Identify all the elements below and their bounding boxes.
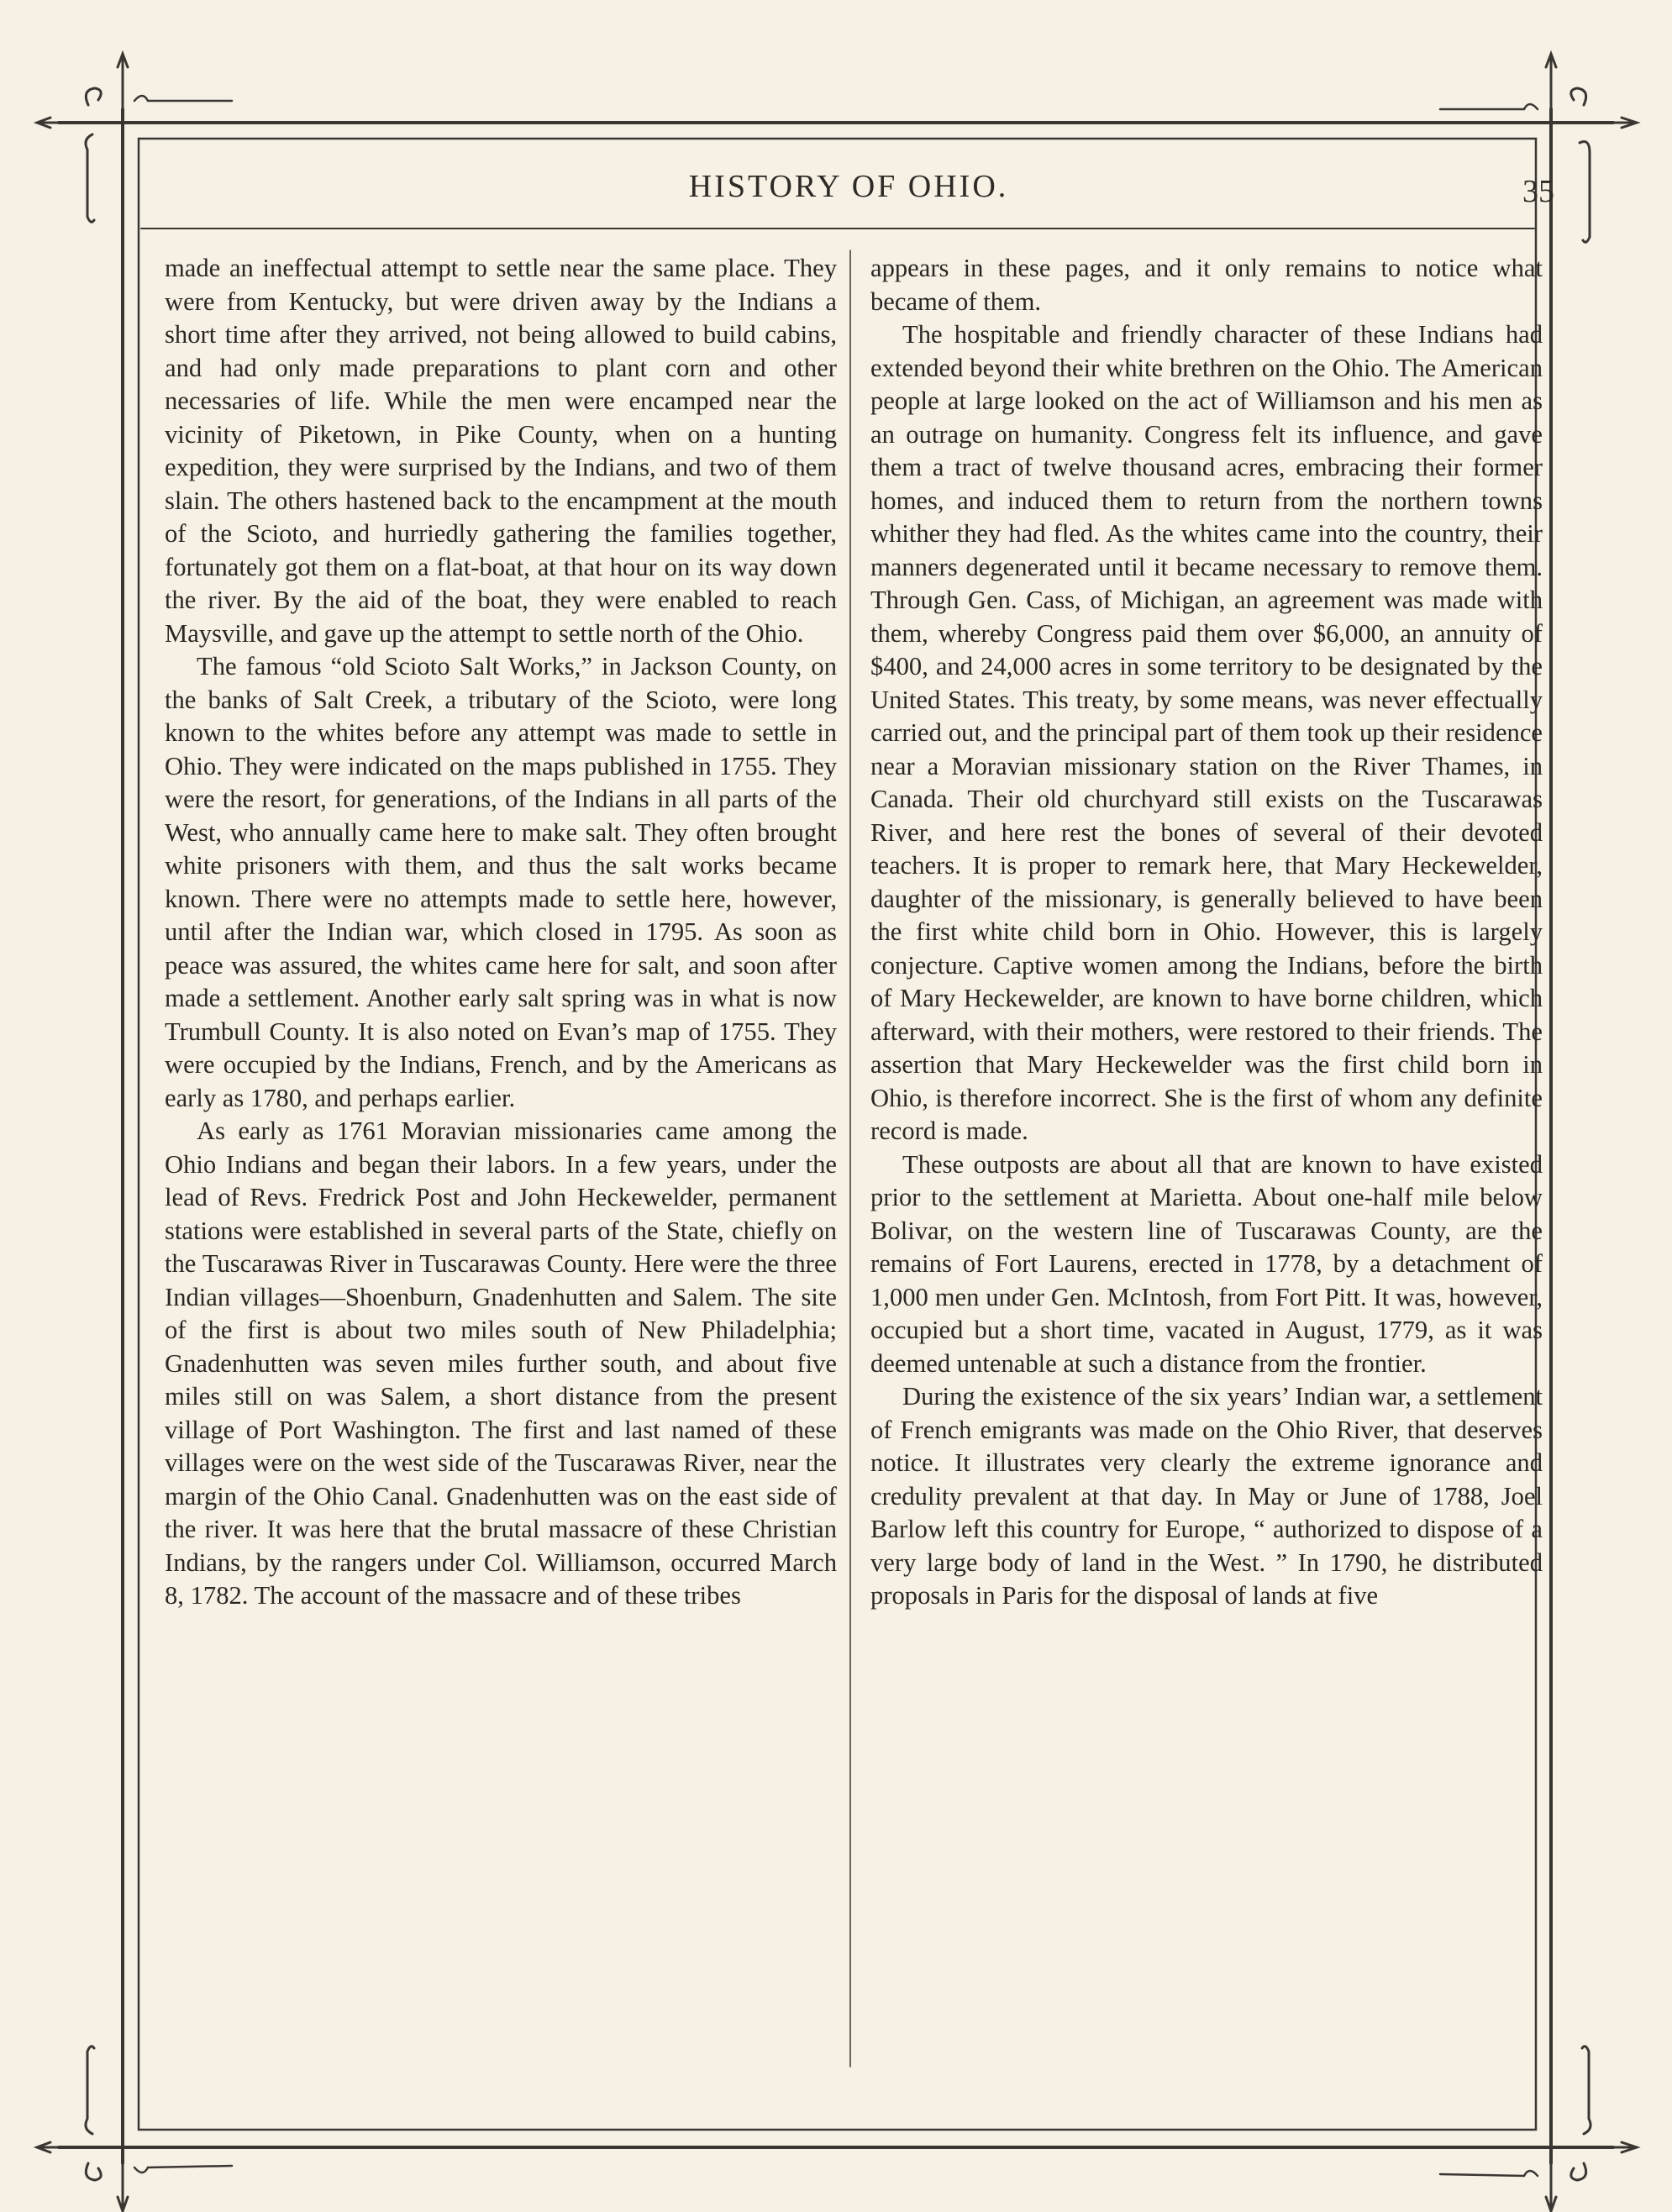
running-title: HISTORY OF OHIO.	[688, 169, 1009, 204]
running-header	[143, 168, 1554, 218]
right-text-column	[870, 252, 1543, 1613]
right-paragraph-2: The hospitable and friendly character of these Indians had extended beyond their white brethren on the Ohio. The American people at large looked on the act of Williamson and his men as an outrage on humanity. Congress felt its influence, and gave them a tract of twelve thousand acres, embracing their former homes, and induced them to return from the northern towns whither they had fled. As the whites came into the country, their manners degenerated until it became necessary to remove them. Through Gen. Cass, of Michigan, an agreement was made with them, whereby Congress paid them over $6,000, an annuity of $400, and 24,000 acres in some territory to be designated by the United States. This treaty, by some means, was never effectually carried out, and the principal part of them took up their residence near a Moravian missionary station on the River Thames, in Canada. Their old churchyard still exists on the Tuscarawas River, and here rest the bones of several of their devoted teachers. It is proper to remark here, that Mary Heckewelder, daughter of the missionary, is generally believed to have been the first white child born in Ohio. However, this is largely conjecture. Captive women among the Indians, before the birth of Mary Heckewelder, are known to have borne children, which afterward, with their mothers, were restored to their friends. The assertion that Mary Heckewelder was the first child born in Ohio, is therefore incorrect. She is the first of whom any definite record is made.	[870, 320, 1543, 1145]
left-paragraph-3: As early as 1761 Moravian missionaries came among the Ohio Indians and began their labors. In a few years, under the lead of Revs. Fredrick Post and John Heckewelder, permanent stations were established in several parts of the State, chiefly on the Tuscarawas River in Tuscarawas County. Here were the three Indian villages—Shoenburn, Gnadenhutten and Salem. The site of the first is about two miles south of New Philadelphia; Gnadenhutten was seven miles further south, and about five miles still on was Salem, a short distance from the present village of Port Washington. The first and last named of these villages were on the west side of the Tuscarawas River, near the margin of the Ohio Canal. Gnadenhutten was on the east side of the river. It was here that the brutal massacre of these Christian Indians, by the rangers under Col. Williamson, occurred March 8, 1782. The account of the massacre and of these tribes	[165, 1117, 837, 1610]
right-paragraph-3: These outposts are about all that are known to have existed prior to the settlement at Marietta. About one-half mile below Bolivar, on the western line of Tuscarawas County, are the remains of Fort Laurens, erected in 1778, by a detachment of 1,000 men under Gen. McIntosh, from Fort Pitt. It was, however, occupied but a short time, vacated in August, 1779, as it was deemed untenable at such a distance from the frontier.	[870, 1149, 1543, 1378]
left-paragraph-2: The famous “old Scioto Salt Works,” in Jackson County, on the banks of Salt Creek, a tributary of the Scioto, were long known to the whites before any attempt was made to settle in Ohio. They were indicated on the maps published in 1755. They were the resort, for generations, of the Indians in all parts of the West, who annually came here to make salt. They often brought white prisoners with them, and thus the salt works became known. There were no attempts made to settle here, however, until after the Indian war, which closed in 1795. As soon as peace was assured, the whites came here for salt, and soon after made a settlement. Another early salt spring was in what is now Trumbull County. It is also noted on Evan’s map of 1755. They were occupied by the Indians, French, and by the Americans as early as 1780, and perhaps earlier.	[165, 652, 837, 1112]
page-number: 35	[1522, 174, 1554, 209]
left-text-column	[165, 252, 837, 1613]
left-paragraph-1: made an ineffectual attempt to settle near the same place. They were from Kentucky, but were driven away by the Indians a short time after they arrived, not being allowed to build cabins, and had only made preparations to plant corn and other necessaries of life. While the men were encamped near the vicinity of Piketown, in Pike County, when on a hunting expedition, they were surprised by the Indians, and two of them slain. The others hastened back to the encampment at the mouth of the Scioto, and hurriedly gathering the families together, fortunately got them on a flat-boat, at that hour on its way down the river. By the aid of the boat, they were enabled to reach Maysville, and gave up the attempt to settle north of the Ohio.	[165, 254, 837, 648]
right-paragraph-1: appears in these pages, and it only remains to notice what became of them.	[870, 254, 1543, 316]
right-paragraph-4: During the existence of the six years’ Indian war, a settlement of French emigrants was made on the Ohio River, that deserves notice. It illustrates very clearly the extreme ignorance and credulity prevalent at that day. In May or June of 1788, Joel Barlow left this country for Europe, “ authorized to dispose of a very large body of land in the West. ” In 1790, he distributed proposals in Paris for the disposal of lands at five	[870, 1382, 1543, 1610]
